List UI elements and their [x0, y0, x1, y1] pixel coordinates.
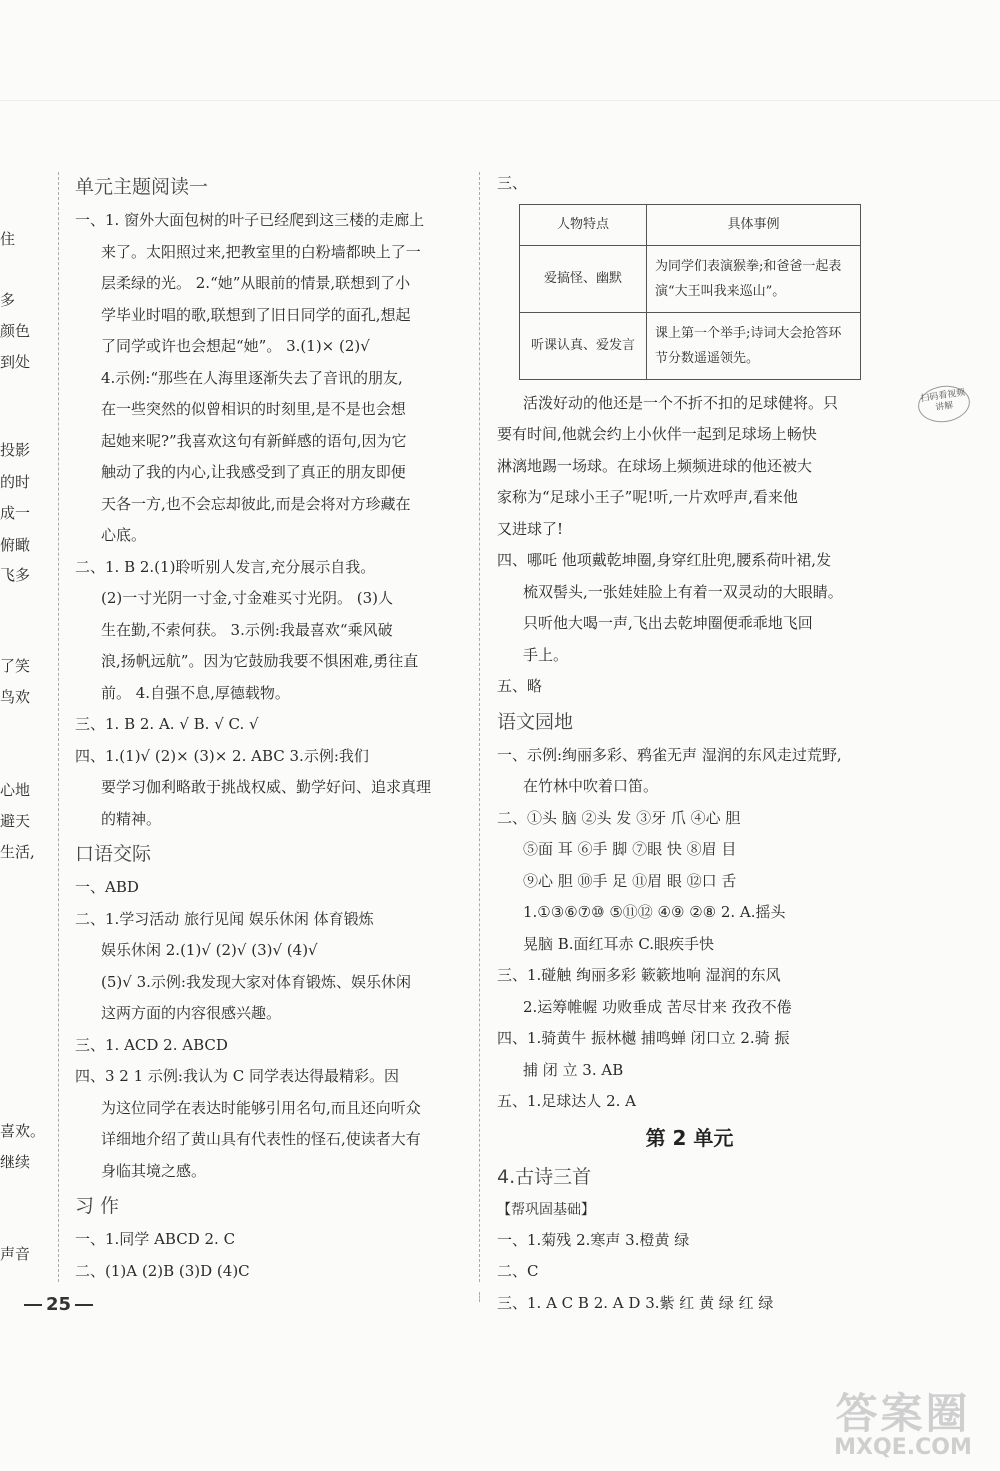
answer-line: 娱乐休闲 2.(1)√ (2)√ (3)√ (4)√	[101, 941, 318, 959]
edge-text: 飞多	[0, 566, 31, 584]
answer-line: 四、1.(1)√ (2)× (3)× 2. ABC 3.示例:我们	[75, 746, 369, 765]
answer-line: 二、C	[497, 1262, 539, 1280]
answer-line: 要有时间,他就会约上小伙伴一起到足球场上畅快	[497, 425, 817, 443]
left-column	[75, 168, 460, 1287]
watermark-logo: 答案圈	[835, 1389, 971, 1438]
answer-line: 触动了我的内心,让我感受到了真正的朋友即便	[101, 463, 406, 481]
answer-line: 一、1.菊残 2.寒声 3.橙黄 绿	[497, 1230, 690, 1249]
answer-line: 起她来呢?”我喜欢这句有新鲜感的语句,因为它	[101, 431, 407, 450]
edge-text: 生活,	[0, 843, 35, 861]
right-column	[497, 168, 882, 1319]
answer-line: 的精神。	[101, 809, 162, 828]
answer-line: 心底。	[101, 526, 147, 544]
dash-decoration	[75, 1304, 93, 1306]
top-rule	[0, 100, 1000, 101]
answer-line: 二、1.学习活动 旅行见闻 娱乐休闲 体育锻炼	[75, 909, 374, 928]
edge-text: 成一	[0, 504, 31, 522]
video-stamp-icon	[916, 383, 973, 426]
answer-line: 梳双髻头,一张娃娃脸上有着一双灵动的大眼睛。	[523, 582, 843, 601]
edge-text: 住	[0, 230, 16, 248]
table-row	[520, 245, 861, 312]
edge-text: 避天	[0, 812, 31, 830]
answer-line: 生在勤,不索何获。 3.示例:我最喜欢“乘风破	[101, 620, 393, 639]
table-header-row	[520, 204, 861, 245]
answer-line: 又进球了!	[497, 519, 564, 538]
answer-line: 层柔绿的光。 2.“她”从眼前的情景,联想到了小	[101, 274, 411, 292]
edge-text: 俯瞰	[0, 536, 31, 554]
answer-line: 只听他大喝一声,飞出去乾坤圈便乖乖地飞回	[523, 614, 813, 632]
answer-line: 天各一方,也不会忘却彼此,而是会将对方珍藏在	[101, 494, 411, 513]
stamp-text: 扫码看视频讲解	[919, 387, 966, 414]
answer-line: 一、1. 窗外大面包树的叶子已经爬到这三楼的走廊上	[75, 211, 425, 229]
answer-line: 来了。太阳照过来,把教室里的白粉墙都映上了一	[101, 242, 421, 261]
answer-line: 活泼好动的他还是一个不折不扣的足球健将。只	[523, 393, 839, 412]
answer-line: 前。 4.自强不息,厚德载物。	[101, 683, 290, 702]
column-divider	[479, 172, 480, 1282]
subsection-tag: 【帮巩固基础】	[497, 1201, 595, 1218]
answer-line: 1.①③⑥⑦⑩ ⑤⑪⑫ ④⑨ ②⑧ 2. A.摇头	[523, 903, 786, 921]
table-row	[520, 312, 861, 379]
edge-text: 声音	[0, 1245, 31, 1263]
section-title: 语文园地	[497, 710, 574, 733]
lesson-title: 4.古诗三首	[497, 1165, 592, 1188]
column-divider-end	[479, 1292, 480, 1302]
answer-line: 二、(1)A (2)B (3)D (4)C	[75, 1261, 250, 1280]
section-title: 习 作	[75, 1195, 120, 1217]
answer-line: ⑤面 耳 ⑥手 脚 ⑦眼 快 ⑧眉 目	[523, 840, 737, 858]
answer-line: 五、1.足球达人 2. A	[497, 1092, 636, 1110]
left-edge-fragments	[0, 0, 46, 1471]
answer-line: 4.示例:“那些在人海里逐渐失去了音讯的朋友,	[101, 368, 403, 387]
part-label: 三、	[497, 174, 528, 192]
table-cell: 为同学们表演猴拳;和爸爸一起表演“大王叫我来巡山”。	[647, 245, 861, 312]
character-table	[519, 204, 861, 380]
answer-line: 三、1. B 2. A. √ B. √ C. √	[75, 715, 259, 733]
answer-line: ⑨心 胆 ⑩手 足 ⑪眉 眼 ⑫口 舌	[523, 871, 737, 890]
answer-line: 这两方面的内容很感兴趣。	[101, 1004, 282, 1022]
edge-text: 继续	[0, 1153, 31, 1171]
answer-line: 一、1.同学 ABCD 2. C	[75, 1230, 236, 1248]
answer-line: 在一些突然的似曾相识的时刻里,是不是也会想	[101, 400, 406, 418]
table-cell: 听课认真、爱发言	[520, 312, 647, 379]
answer-line: 二、1. B 2.(1)聆听别人发言,充分展示自我。	[75, 557, 376, 576]
edge-text: 鸟欢	[0, 688, 31, 706]
answer-line: 2.运筹帷幄 功败垂成 苦尽甘来 孜孜不倦	[523, 997, 792, 1016]
edge-text: 到处	[0, 353, 31, 371]
edge-text: 喜欢。	[0, 1122, 46, 1140]
answer-line: 身临其境之感。	[101, 1161, 207, 1180]
answer-line: 二、①头 脑 ②头 发 ③牙 爪 ④心 胆	[497, 808, 741, 827]
answer-line: 捕 闭 立 3. AB	[523, 1060, 624, 1079]
edge-text: 了笑	[0, 657, 31, 675]
edge-text: 颜色	[0, 322, 31, 340]
table-cell: 课上第一个举手;诗词大会抢答环节分数遥遥领先。	[647, 312, 861, 379]
dash-decoration	[24, 1304, 42, 1306]
answer-line: 要学习伽利略敢于挑战权威、勤学好问、追求真理	[101, 778, 432, 796]
answer-line: 学毕业时唱的歌,联想到了旧日同学的面孔,想起	[101, 305, 411, 324]
answer-line: 一、示例:绚丽多彩、鸦雀无声 湿润的东风走过荒野,	[497, 745, 842, 764]
answer-line: 一、ABD	[75, 878, 139, 896]
edge-text: 多	[0, 291, 16, 309]
unit-title: 第 2 单元	[645, 1125, 734, 1150]
watermark-url: MXQE.COM	[834, 1435, 972, 1460]
table-cell: 爱搞怪、幽默	[520, 245, 647, 312]
section-title: 单元主题阅读一	[75, 176, 209, 198]
answer-line: 三、1. A C B 2. A D 3.紫 红 黄 绿 红 绿	[497, 1293, 774, 1312]
answer-line: (2)一寸光阴一寸金,寸金难买寸光阴。 (3)人	[101, 589, 394, 607]
edge-text: 心地	[0, 781, 31, 799]
answer-line: (5)√ 3.示例:我发现大家对体育锻炼、娱乐休闲	[101, 972, 411, 991]
margin-rule-left	[58, 172, 59, 1282]
answer-line: 四、1.骑黄牛 振林樾 捕鸣蝉 闭口立 2.骑 振	[497, 1029, 790, 1047]
section-title: 口语交际	[75, 843, 152, 865]
answer-line: 晃脑 B.面红耳赤 C.眼疾手快	[523, 934, 715, 953]
table-header: 具体事例	[647, 204, 861, 245]
answer-line: 家称为“足球小王子”呢!听,一片欢呼声,看来他	[497, 488, 798, 506]
answer-line: 四、哪吒 他项戴乾坤圈,身穿红肚兜,腰系荷叶裙,发	[497, 551, 832, 569]
answer-line: 四、3 2 1 示例:我认为 C 同学表达得最精彩。因	[75, 1067, 400, 1085]
edge-text: 投影	[0, 441, 31, 459]
edge-text: 的时	[0, 473, 31, 491]
answer-line: 在竹林中吹着口笛。	[523, 777, 659, 795]
table-header: 人物特点	[520, 204, 647, 245]
answer-line: 为这位同学在表达时能够引用名句,而且还向听众	[101, 1098, 421, 1117]
page-number	[20, 1294, 97, 1315]
answer-line: 浪,扬帆远航”。因为它鼓励我要不惧困难,勇往直	[101, 652, 419, 670]
answer-line: 手上。	[523, 645, 569, 664]
answer-line: 五、略	[497, 677, 543, 695]
answer-line: 了同学或许也会想起“她”。 3.(1)× (2)√	[101, 337, 370, 355]
answer-line: 三、1.碰触 绚丽多彩 簌簌地响 湿润的东风	[497, 966, 781, 984]
answer-line: 详细地介绍了黄山具有代表性的怪石,使读者大有	[101, 1130, 421, 1148]
page-number-value: 25	[46, 1294, 72, 1315]
answer-line: 淋漓地踢一场球。在球场上频频进球的他还被大	[497, 456, 813, 475]
answer-line: 三、1. ACD 2. ABCD	[75, 1035, 228, 1054]
watermark	[818, 1389, 988, 1460]
